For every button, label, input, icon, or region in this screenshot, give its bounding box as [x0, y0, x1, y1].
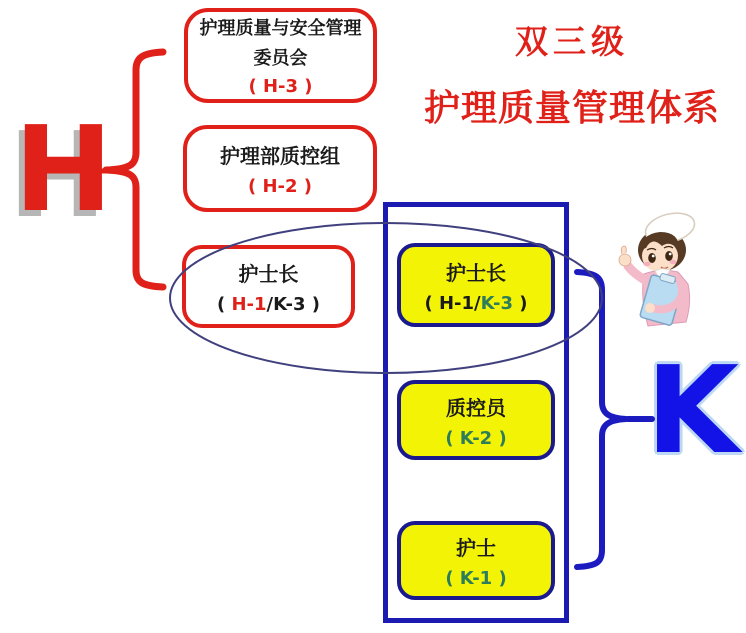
qc-member-code: ( K-2 ) — [445, 427, 507, 449]
head-nurse-h-box — [182, 245, 355, 328]
nurse-eye-left-highlight — [652, 255, 655, 258]
head-nurse-k-code — [424, 293, 527, 314]
diagram-title — [398, 16, 746, 131]
head-nurse-k-name: 护士长 — [446, 260, 506, 285]
committee-box — [184, 8, 377, 103]
nursing-dept-qc-box — [183, 125, 377, 212]
head-nurse-k-code-close: ) — [513, 292, 528, 314]
nurse-blush-left — [644, 262, 651, 266]
nurse-box-name: 护士 — [456, 536, 496, 560]
h-brace — [106, 52, 163, 287]
head-nurse-h-code-rest: /K-3 ) — [266, 294, 320, 315]
nurse-holding-hand — [645, 303, 655, 313]
head-nurse-h-code-open: ( — [216, 294, 232, 315]
nurse-eye-right-highlight — [669, 253, 672, 256]
head-nurse-k-code-h1: H-1/ — [438, 292, 481, 314]
head-nurse-k-code-open: ( — [424, 292, 439, 314]
nursing-dept-qc-code: ( H-2 ) — [247, 176, 313, 197]
nurse-eye-right — [665, 251, 673, 261]
title-line-2: 护理质量管理体系 — [423, 88, 720, 129]
head-nurse-h-code — [217, 294, 320, 315]
nurse-finger — [621, 246, 626, 254]
nurse-blush-right — [670, 260, 677, 264]
nurse-box — [397, 521, 555, 600]
head-nurse-h-code-h1: H-1 — [231, 294, 267, 315]
committee-box-line1: 护理质量与安全管理 — [199, 18, 362, 40]
qc-member-box — [397, 380, 555, 460]
nurse-raised-hand — [619, 254, 631, 266]
nurse-illustration — [602, 190, 710, 332]
nurse-box-code: ( K-1 ) — [445, 568, 507, 589]
committee-box-line2: 委员会 — [253, 48, 308, 69]
title-line-1: 双三级 — [515, 22, 629, 61]
head-nurse-k-box — [397, 243, 555, 327]
nurse-eye-left — [648, 253, 656, 263]
committee-box-code: ( H-3 ) — [248, 75, 313, 97]
h-system-letter: H — [14, 100, 113, 238]
head-nurse-k-code-k3: K-3 — [480, 292, 514, 314]
k-system-letter: K — [646, 342, 739, 481]
nursing-dept-qc-name: 护理部质控组 — [220, 144, 340, 168]
head-nurse-h-name: 护士长 — [238, 262, 299, 286]
qc-member-name: 质控员 — [446, 395, 506, 420]
